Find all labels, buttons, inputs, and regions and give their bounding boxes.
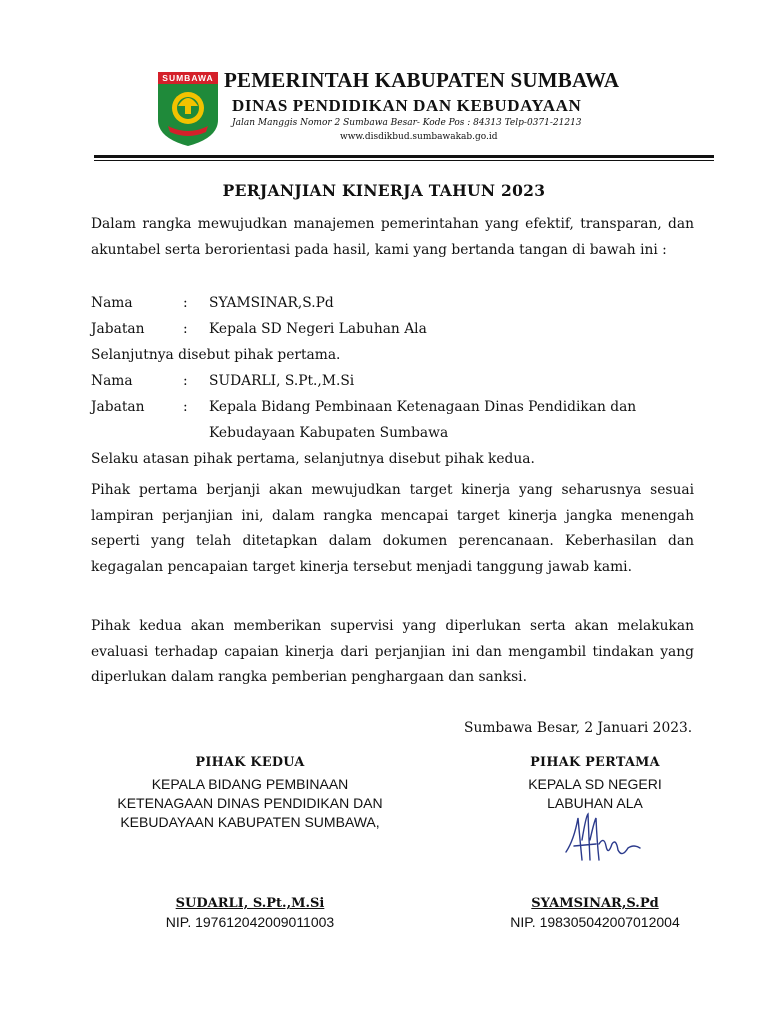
colon: : (183, 321, 188, 337)
colon: : (183, 373, 188, 389)
party2-position-value-line1: Kepala Bidang Pembinaan Ketenagaan Dinas Pendidikan dan (209, 399, 637, 415)
right-role-line: KEPALA SD NEGERI (528, 776, 662, 792)
intro-paragraph: Dalam rangka mewujudkan manajemen pemerintahan yang efektif, transparan, dan akuntabel serta berorientasi pada hasil, kami yang bertanda tangan di bawah ini : (91, 216, 694, 258)
right-signatory-heading: PIHAK PERTAMA (530, 755, 660, 770)
left-signatory-nip: NIP. 197612042009011003 (165, 914, 335, 930)
letterhead-department: DINAS PENDIDIKAN DAN KEBUDAYAAN (232, 96, 582, 115)
party2-name-row (91, 371, 355, 391)
handwritten-signature (556, 810, 656, 870)
party1-name-row (91, 293, 334, 313)
right-signatory-name: SYAMSINAR,S.Pd (531, 896, 659, 911)
letterhead-divider-thick (94, 155, 714, 158)
left-role-line: KEPALA BIDANG PEMBINAAN (151, 776, 349, 792)
supervision-paragraph: Pihak kedua akan memberikan supervisi yang diperlukan serta akan melakukan evaluasi terhadap capaian kinerja dari perjanjian ini dan mengambil tindakan yang diperlukan dalam rangka pemberian penghargaan dan sanksi. (91, 618, 694, 686)
letterhead-government: PEMERINTAH KABUPATEN SUMBAWA (224, 68, 620, 92)
colon: : (183, 295, 188, 311)
party2-name-value: SUDARLI, S.Pt.,M.Si (209, 373, 355, 389)
party1-name-label: Nama (91, 295, 133, 311)
left-signatory-name: SUDARLI, S.Pt.,M.Si (175, 896, 325, 911)
left-role-line: KETENAGAAN DINAS PENDIDIKAN DAN (117, 795, 383, 811)
party2-position-value-line2: Kebudayaan Kabupaten Sumbawa (209, 425, 449, 441)
document-title: PERJANJIAN KINERJA TAHUN 2023 (222, 181, 546, 200)
letterhead-divider-thin (94, 160, 714, 161)
colon: : (183, 399, 188, 415)
letterhead-website: www.disdikbud.sumbawakab.go.id (340, 132, 498, 142)
sumbawa-emblem-logo (156, 70, 220, 148)
letterhead-address: Jalan Manggis Nomor 2 Sumbawa Besar- Kode Pos : 84313 Telp-0371-21213 (232, 118, 582, 128)
left-role-line: KEBUDAYAAN KABUPATEN SUMBAWA, (120, 814, 380, 830)
party2-name-label: Nama (91, 373, 133, 389)
party1-note: Selanjutnya disebut pihak pertama. (91, 347, 341, 363)
right-signatory-role (470, 775, 720, 813)
left-signatory-role (90, 775, 410, 832)
svg-text:SUMBAWA: SUMBAWA (162, 73, 214, 83)
party2-note: Selaku atasan pihak pertama, selanjutnya disebut pihak kedua. (91, 451, 535, 467)
left-signatory-heading: PIHAK KEDUA (195, 755, 305, 770)
right-signatory-nip: NIP. 198305042007012004 (510, 914, 680, 930)
party2-position-row (91, 397, 637, 417)
party2-position-label: Jabatan (91, 399, 145, 415)
party1-position-value: Kepala SD Negeri Labuhan Ala (209, 321, 427, 337)
right-role-line: LABUHAN ALA (547, 795, 643, 811)
party1-position-row (91, 319, 427, 339)
party1-position-label: Jabatan (91, 321, 145, 337)
commitment-paragraph: Pihak pertama berjanji akan mewujudkan target kinerja yang seharusnya sesuai lampiran perjanjian ini, dalam rangka mencapai target kinerja jangka menengah seperti yang telah ditetapkan dalam dokumen perencanaan. Keberhasilan dan kegagalan pencapaian target kinerja tersebut menjadi tanggung jawab kami. (91, 482, 694, 575)
place-date: Sumbawa Besar, 2 Januari 2023. (464, 720, 693, 736)
party1-name-value: SYAMSINAR,S.Pd (209, 295, 334, 311)
